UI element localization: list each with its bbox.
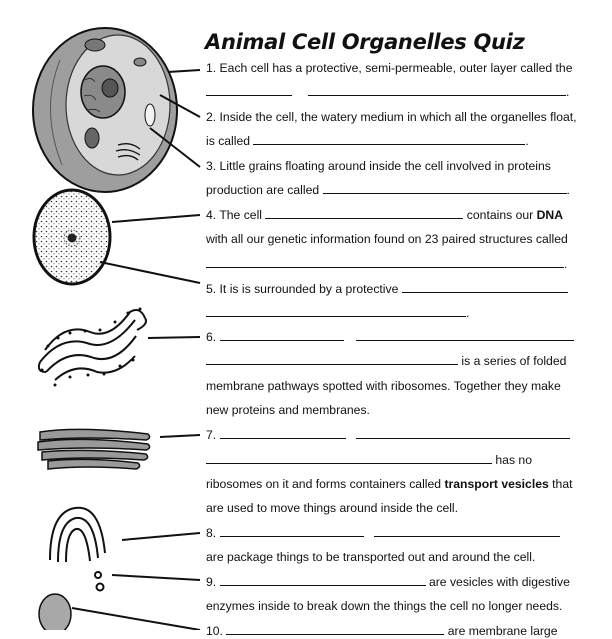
period: . <box>564 257 568 271</box>
question-7-text: that <box>552 477 573 491</box>
question-6-line-4: new proteins and membranes. <box>206 403 370 417</box>
period: . <box>566 85 570 99</box>
question-6-number: 6. <box>206 330 217 344</box>
question-2-line-1: 2. Inside the cell, the watery medium in which all the organelles float, <box>206 110 577 124</box>
period: . <box>525 134 529 148</box>
nucleus-icon <box>81 66 125 118</box>
period: . <box>466 306 470 320</box>
smooth-er-icon <box>38 429 150 469</box>
question-1-text: 1. Each cell has a protective, semi-permeable, outer layer called the <box>206 61 573 75</box>
question-6-line-3: membrane pathways spotted with ribosomes. Together they make <box>206 379 561 393</box>
golgi-icon <box>50 508 105 591</box>
question-4-suffix: contains our <box>466 208 534 222</box>
question-9-number: 9. <box>206 575 217 589</box>
nucleus-detail-icon <box>34 190 110 284</box>
animal-cell-icon <box>33 28 177 192</box>
lysosome-icon <box>39 594 71 630</box>
question-2-label: is called <box>206 134 251 148</box>
question-8-line-2: are package things to be transported out and around the cell. <box>206 550 536 564</box>
question-10-number: 10. <box>206 624 223 638</box>
rough-er-icon <box>39 308 146 387</box>
transport-vesicles-term: transport vesicles <box>444 477 549 491</box>
period: . <box>566 183 570 197</box>
question-7-text: has no <box>495 453 532 467</box>
question-8-number: 8. <box>206 526 217 540</box>
question-9-text: are vesicles with digestive <box>428 575 570 589</box>
question-6-text: is a series of folded <box>461 354 567 368</box>
question-7-text: ribosomes on it and forms containers called <box>206 477 442 491</box>
question-3-label: production are called <box>206 183 320 197</box>
page-title: Animal Cell Organelles Quiz <box>205 30 525 54</box>
question-4-line-2: with all our genetic information found on 23 paired structures called <box>206 232 568 246</box>
question-3-line-1: 3. Little grains floating around inside the cell involved in proteins <box>206 159 551 173</box>
question-10-text: are membrane large <box>447 624 558 638</box>
dna-term: DNA <box>536 208 563 222</box>
question-5-label: 5. It is is surrounded by a protective <box>206 282 399 296</box>
question-7-number: 7. <box>206 428 217 442</box>
question-9-line-2: enzymes inside to break down the things the cell no longer needs. <box>206 599 563 613</box>
question-7-line-4: are used to move things around inside the cell. <box>206 501 459 515</box>
question-4-prefix: 4. The cell <box>206 208 263 222</box>
